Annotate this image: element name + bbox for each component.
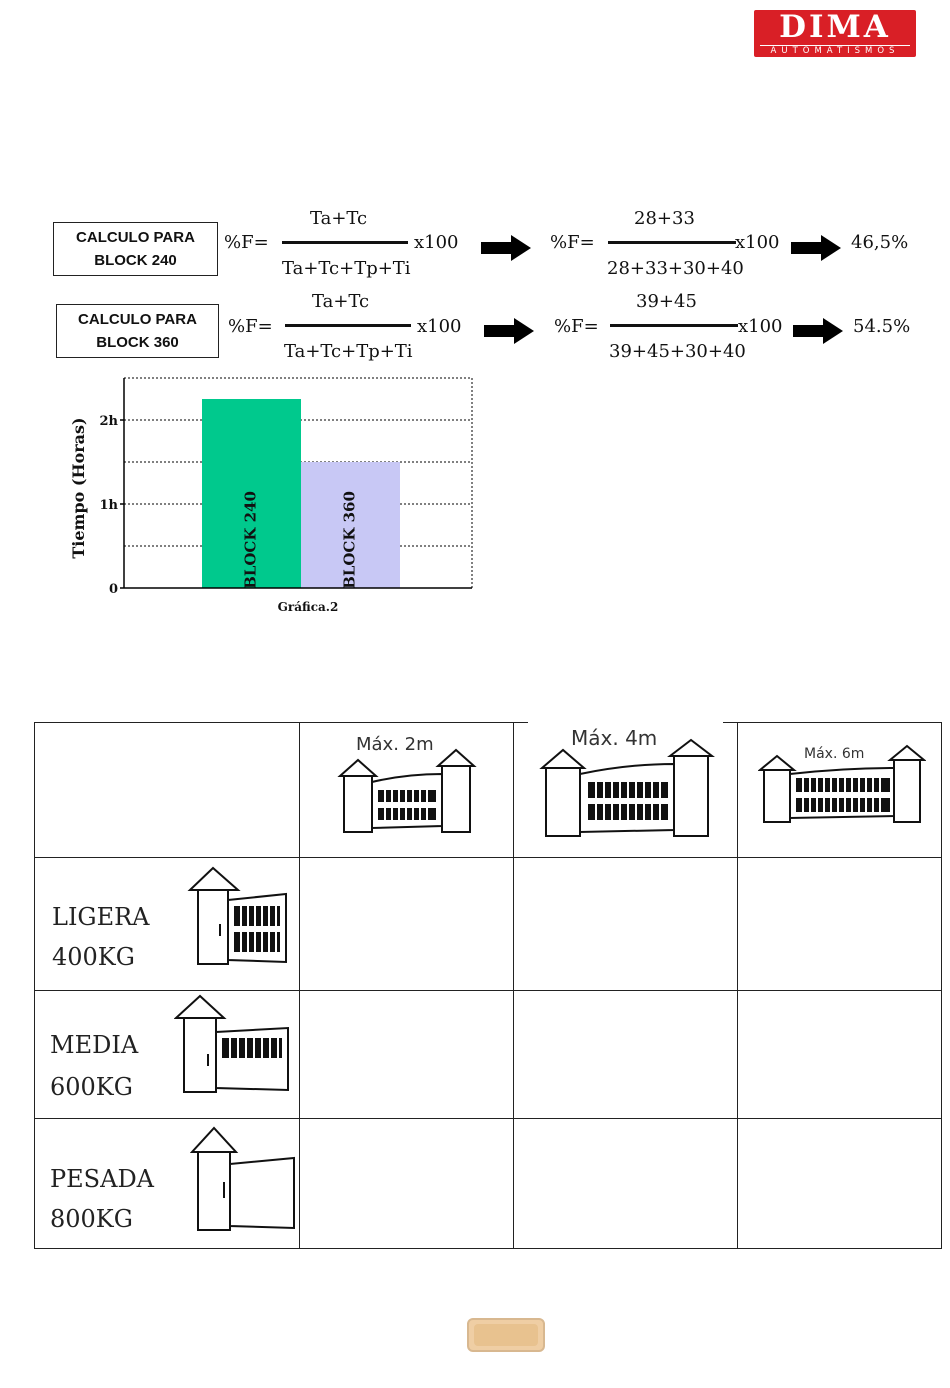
table-border-top: [723, 722, 942, 723]
formula-multiplier-values: x100: [738, 316, 783, 337]
table-border-top: [34, 722, 528, 723]
formula-multiplier: x100: [417, 316, 462, 337]
calc-box-line2: BLOCK 240: [94, 252, 177, 269]
fraction-line-values: [610, 324, 738, 327]
chart-bar-label: BLOCK 240: [241, 491, 260, 589]
y-axis-label: Tiempo (Horas): [69, 417, 88, 559]
calc-box-line2: BLOCK 360: [96, 334, 179, 351]
size-label: Máx. 6m: [804, 746, 865, 762]
size-label: Máx. 4m: [571, 726, 658, 750]
formula-lhs-values: %F=: [550, 232, 595, 253]
formula-lhs: %F=: [224, 232, 269, 253]
table-col-divider: [737, 722, 738, 1248]
y-tick-label: 1h: [99, 498, 118, 513]
table-col-divider: [299, 722, 300, 1248]
logo-name: DIMA: [779, 9, 891, 45]
calc-box-block-360: [56, 304, 219, 358]
formula-denominator: Ta+Tc+Tp+Ti: [284, 341, 413, 362]
formula-lhs-values: %F=: [554, 316, 599, 337]
table-col-divider: [513, 722, 514, 1248]
fraction-line: [282, 241, 408, 244]
table-row-divider: [34, 1118, 942, 1119]
calc-box-block-240: [53, 222, 218, 276]
page-number-box: [467, 1318, 545, 1352]
formula-numerator-values: 39+45: [636, 291, 697, 312]
chart-caption: Gráfica.2: [277, 600, 339, 614]
arrow-right-icon: [793, 318, 843, 344]
table-row-divider: [34, 857, 942, 858]
row-weight-label: 800KG: [50, 1205, 133, 1233]
row-type-label: PESADA: [50, 1165, 155, 1193]
formula-denominator-values: 39+45+30+40: [609, 341, 746, 362]
row-type-label: MEDIA: [50, 1031, 139, 1059]
formula-multiplier: x100: [414, 232, 459, 253]
gate-selection-table: [34, 722, 942, 1248]
row-weight-label: 400KG: [52, 943, 135, 971]
formula-numerator: Ta+Tc: [312, 291, 370, 312]
gate-heavy-icon: [190, 1122, 298, 1234]
gate-medium-icon: [174, 992, 294, 1096]
y-tick-label: 0: [108, 582, 118, 597]
formula-denominator-values: 28+33+30+40: [607, 258, 744, 279]
formula-lhs: %F=: [228, 316, 273, 337]
table-row-divider: [34, 990, 942, 991]
logo-subtitle: AUTOMATISMOS: [770, 46, 900, 56]
formula-denominator: Ta+Tc+Tp+Ti: [282, 258, 411, 279]
formula-result: 46,5%: [851, 232, 909, 253]
size-label: Máx. 2m: [356, 734, 434, 755]
row-weight-label: 600KG: [50, 1073, 133, 1101]
gate-wide-icon: [758, 744, 926, 826]
calc-box-line1: CALCULO PARA: [78, 311, 197, 328]
calc-box-line1: CALCULO PARA: [76, 229, 195, 246]
arrow-right-icon: [791, 235, 841, 261]
gate-light-icon: [184, 864, 294, 968]
formula-result: 54.5%: [853, 316, 911, 337]
formula-numerator-values: 28+33: [634, 208, 695, 229]
table-border-right: [941, 722, 942, 1248]
table-border-left: [34, 722, 35, 1248]
arrow-right-icon: [481, 235, 531, 261]
arrow-right-icon: [484, 318, 534, 344]
formula-multiplier-values: x100: [735, 232, 780, 253]
table-border-bottom: [34, 1248, 942, 1249]
bar-chart: [60, 370, 480, 620]
formula-numerator: Ta+Tc: [310, 208, 368, 229]
chart-bar-label: BLOCK 360: [340, 491, 359, 589]
row-type-label: LIGERA: [52, 903, 150, 931]
fraction-line: [285, 324, 411, 327]
fraction-line-values: [608, 241, 736, 244]
dima-logo: [754, 10, 916, 57]
y-tick-label: 2h: [99, 414, 118, 429]
gate-wide-icon: [538, 738, 718, 840]
gate-wide-icon: [336, 748, 478, 836]
